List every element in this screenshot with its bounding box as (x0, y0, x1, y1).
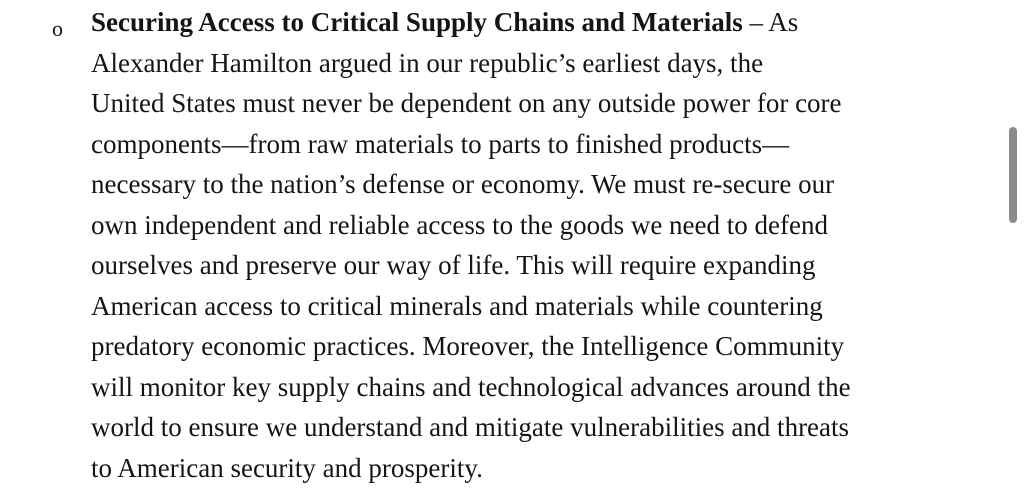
paragraph-line: American access to critical minerals and materials while countering (91, 290, 823, 321)
paragraph-line: necessary to the nation’s defense or economy. We must re-secure our (91, 169, 835, 199)
paragraph-line: predatory economic practices. Moreover, the Intelligence Community (91, 331, 845, 361)
bullet-marker: o (52, 16, 63, 41)
bullet-paragraph (91, 2, 991, 488)
paragraph-line: United States must never be dependent on any outside power for core (91, 88, 842, 118)
vertical-scrollbar-thumb[interactable] (1009, 127, 1017, 223)
paragraph-line: own independent and reliable access to the goods we need to defend (91, 209, 828, 240)
paragraph-line: to American security and prosperity. (91, 452, 483, 483)
paragraph-line: world to ensure we understand and mitigate vulnerabilities and threats (91, 412, 850, 442)
paragraph-line-1 (91, 2, 991, 43)
paragraph-line: Alexander Hamilton argued in our republic’s earliest days, the (91, 47, 764, 78)
paragraph-line: will monitor key supply chains and technological advances around the (91, 371, 851, 402)
heading-dash-text: – As (742, 7, 799, 37)
bullet-heading: Securing Access to Critical Supply Chains and Materials (91, 7, 743, 37)
paragraph-line: components—from raw materials to parts to finished products— (91, 128, 790, 159)
paragraph-line: ourselves and preserve our way of life. This will require expanding (91, 250, 816, 280)
